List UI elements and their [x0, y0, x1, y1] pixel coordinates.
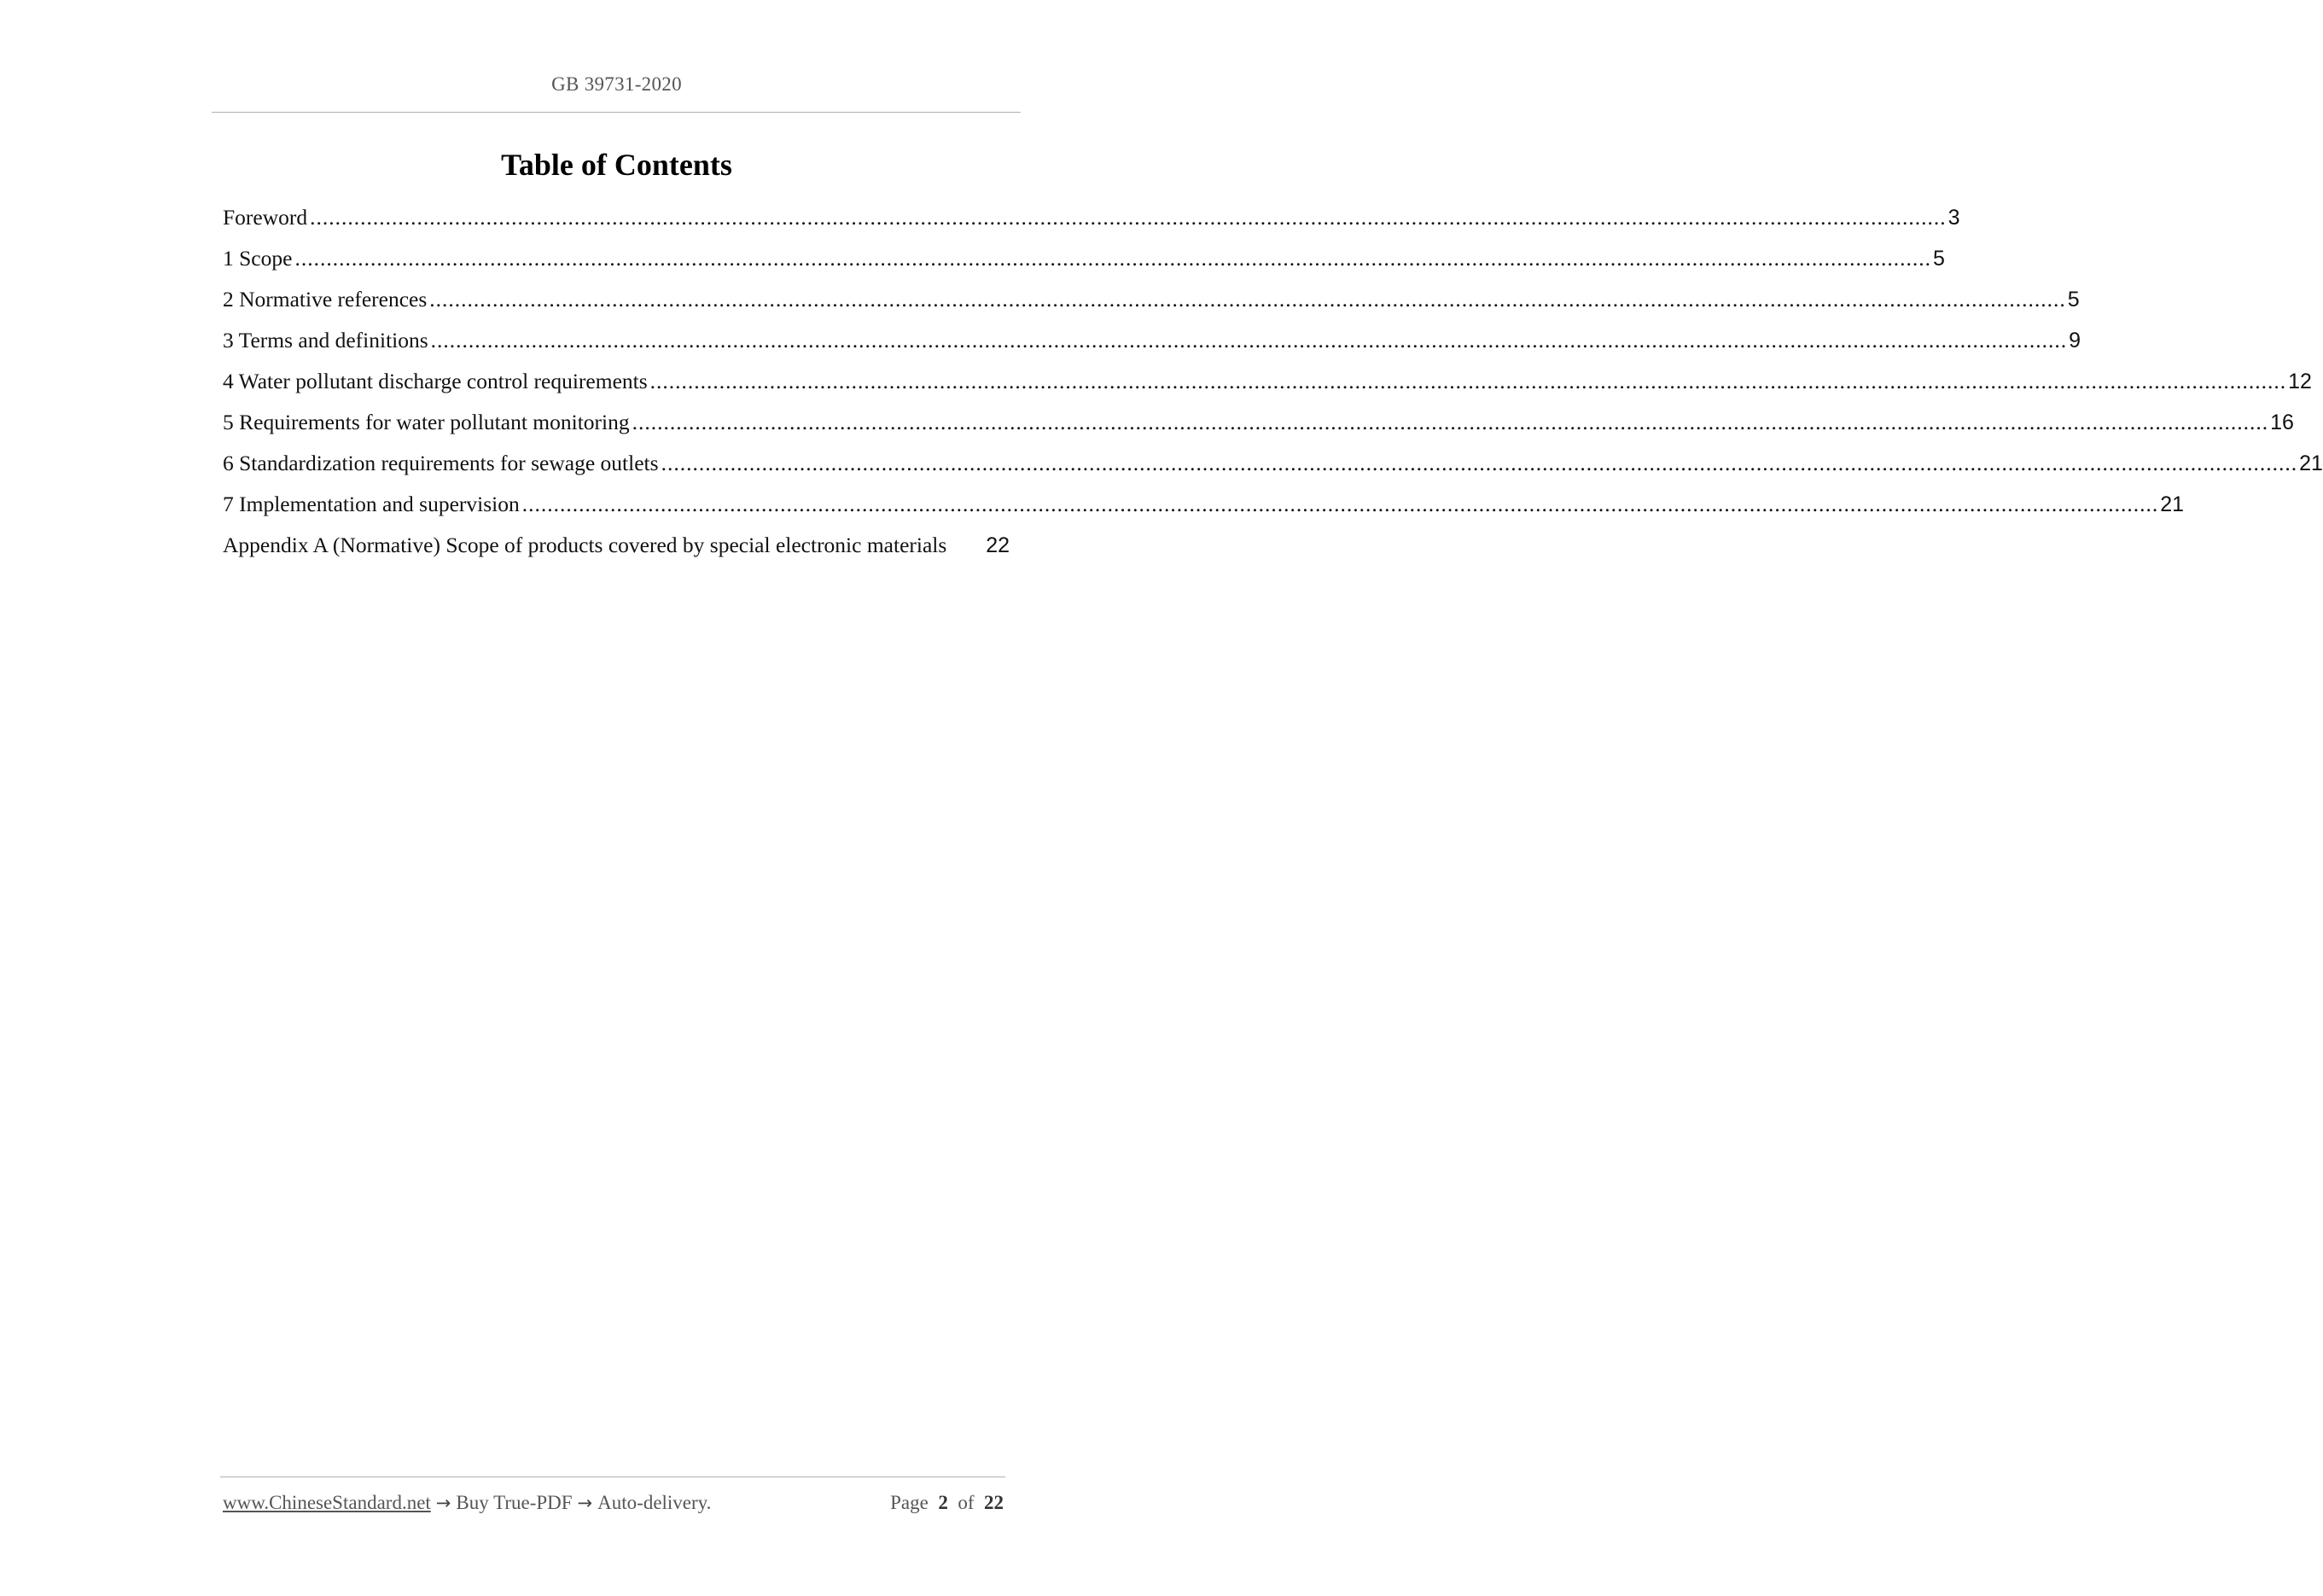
toc-entry-title: Appendix A (Normative) Scope of products covered by special electronic materials	[223, 533, 947, 557]
page-title: Table of Contents	[501, 148, 732, 182]
toc-dot-leader: ....................................................................................................................................................................................................................................................................	[294, 246, 1931, 271]
toc-entry-page: 21	[2299, 451, 2323, 475]
toc-entry-page: 16	[2270, 411, 2294, 434]
toc-entry-monitoring[interactable]	[223, 410, 2294, 451]
current-page-number: 2	[938, 1492, 948, 1513]
toc-entry-title: 7 Implementation and supervision	[223, 492, 520, 516]
page-label: Page	[890, 1492, 929, 1513]
page-footer	[223, 1492, 1004, 1514]
toc-entry-page: 5	[1932, 247, 1945, 271]
toc-entry-page: 22	[986, 533, 1010, 557]
running-header: GB 39731-2020	[551, 73, 682, 95]
toc-dot-leader: ....................................................................................................................................................................................................................................................................	[521, 492, 2159, 516]
toc-entry-implementation[interactable]	[223, 492, 2185, 533]
toc-dot-leader: ....................................................................................................................................................................................................................................................................	[429, 287, 2066, 312]
toc-entry-terms-definitions[interactable]	[223, 328, 2081, 369]
auto-delivery-text: Auto-delivery.	[597, 1492, 712, 1513]
footer-purchase-line	[223, 1492, 711, 1514]
arrow-right-icon: →	[435, 1493, 451, 1513]
buy-true-pdf-text: Buy True-PDF	[456, 1492, 573, 1513]
toc-dot-leader: ....................................................................................................................................................................................................................................................................	[661, 451, 2298, 475]
toc-entry-sewage-outlets[interactable]	[223, 451, 2323, 492]
toc-list	[223, 205, 2323, 574]
of-label: of	[958, 1492, 975, 1513]
toc-entry-page: 3	[1947, 206, 1960, 230]
page-indicator	[890, 1492, 1004, 1514]
toc-dot-leader: ....................................................................................................................................................................................................................................................................	[649, 369, 2287, 393]
toc-entry-page: 12	[2288, 370, 2312, 393]
site-link[interactable]: www.ChineseStandard.net	[223, 1492, 431, 1513]
toc-entry-discharge-control[interactable]	[223, 369, 2312, 410]
arrow-right-icon: →	[577, 1493, 593, 1513]
header-divider	[212, 112, 1021, 113]
toc-dot-leader: ....................................................................................................................................................................................................................................................................	[310, 205, 1947, 230]
toc-entry-title: 6 Standardization requirements for sewage outlets	[223, 451, 659, 475]
toc-entry-scope[interactable]	[223, 246, 1945, 287]
toc-entry-normative-references[interactable]	[223, 287, 2080, 328]
toc-entry-page: 21	[2160, 492, 2185, 516]
toc-entry-page: 5	[2067, 288, 2080, 312]
toc-entry-title: Foreword	[223, 205, 308, 230]
toc-entry-title: 1 Scope	[223, 246, 293, 271]
toc-entry-title: 3 Terms and definitions	[223, 328, 428, 352]
toc-dot-leader: ....................................................................................................................................................................................................................................................................	[430, 328, 2068, 352]
total-pages-number: 22	[984, 1492, 1004, 1513]
toc-entry-page: 9	[2069, 329, 2081, 352]
toc-entry-foreword[interactable]	[223, 205, 1960, 246]
toc-dot-leader: ....................................................................................................................................................................................................................................................................	[632, 410, 2269, 434]
toc-entry-title: 4 Water pollutant discharge control requirements	[223, 369, 648, 393]
toc-entry-title: 5 Requirements for water pollutant monitoring	[223, 410, 630, 434]
toc-entry-appendix-a[interactable]	[223, 533, 1010, 574]
toc-entry-title: 2 Normative references	[223, 287, 428, 312]
